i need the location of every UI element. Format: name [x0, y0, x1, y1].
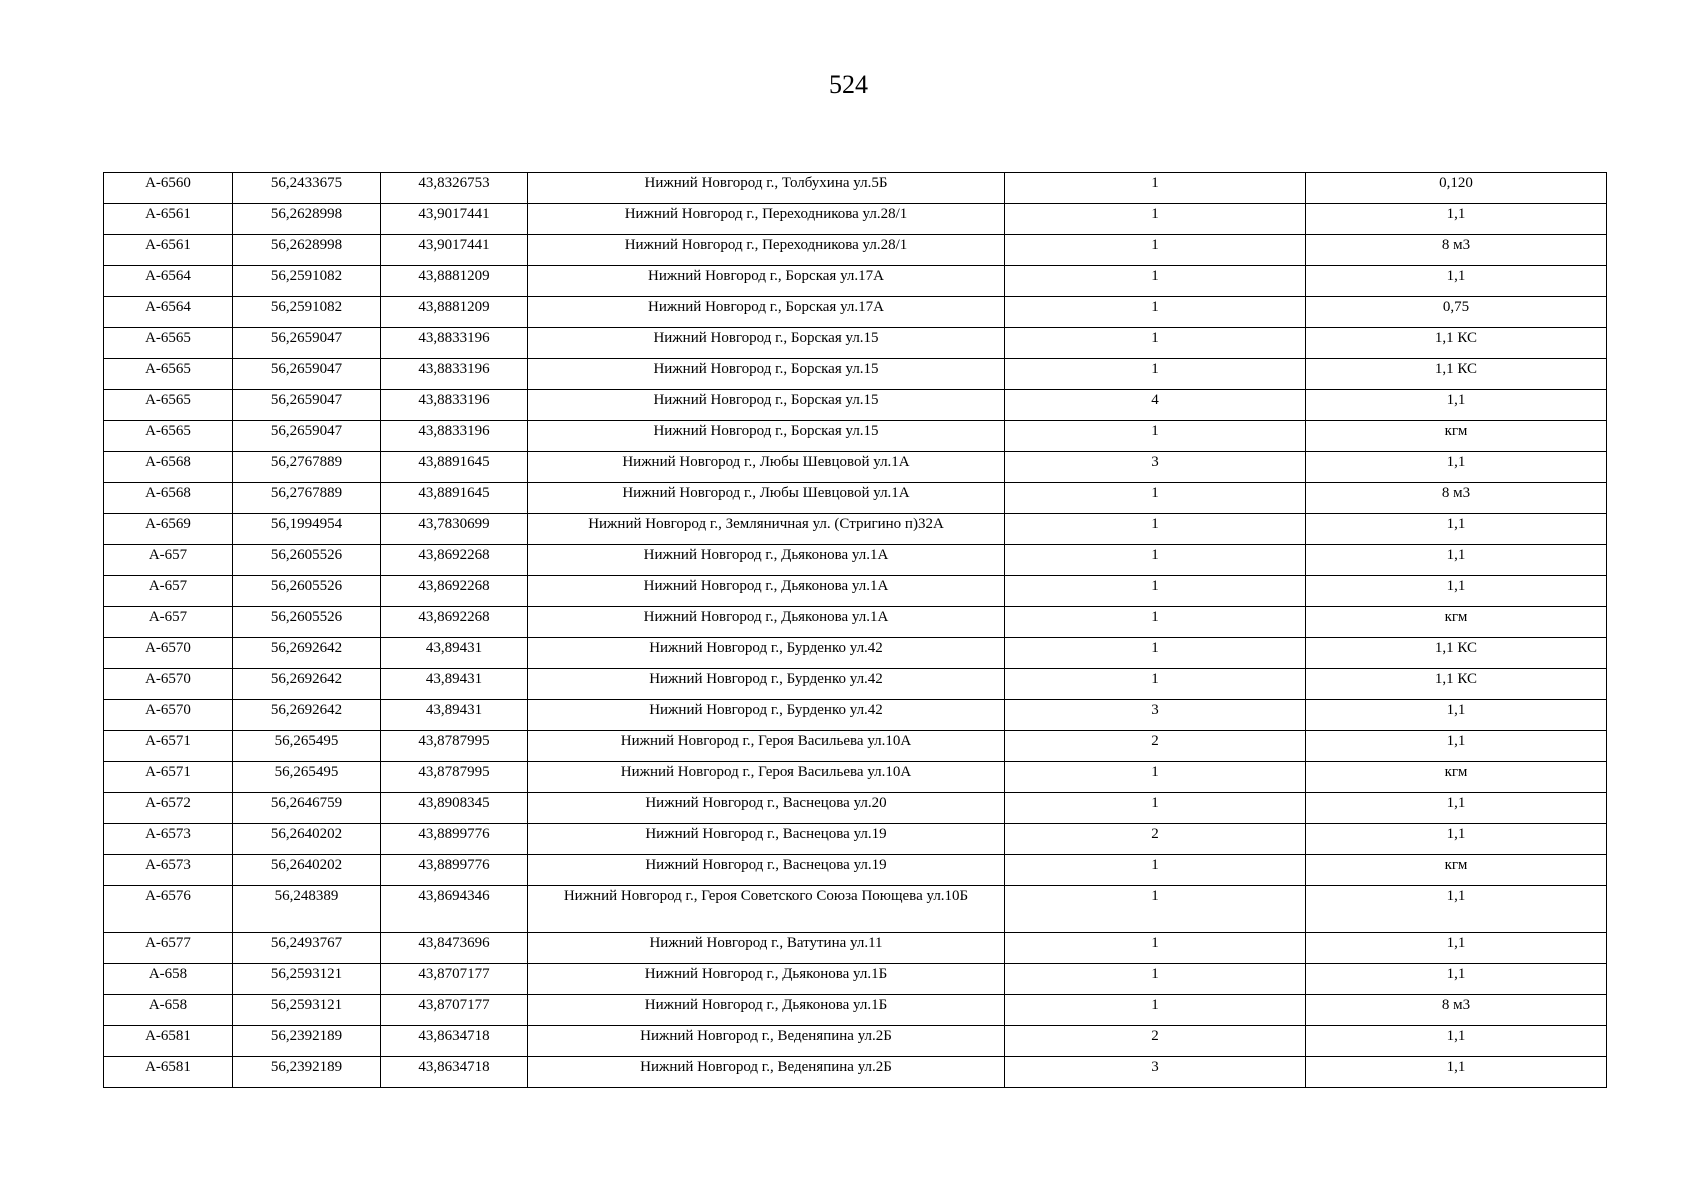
longitude-cell: 43,89431 — [381, 669, 528, 700]
table-row — [104, 669, 1607, 700]
latitude-cell: 56,2593121 — [233, 964, 381, 995]
address-cell: Нижний Новгород г., Борская ул.17А — [528, 297, 1005, 328]
address-cell: Нижний Новгород г., Дьяконова ул.1А — [528, 576, 1005, 607]
row-code-cell: А-657 — [104, 576, 233, 607]
volume-cell: 8 м3 — [1306, 235, 1607, 266]
address-cell: Нижний Новгород г., Толбухина ул.5Б — [528, 173, 1005, 204]
count-cell: 2 — [1005, 731, 1306, 762]
address-cell: Нижний Новгород г., Васнецова ул.19 — [528, 824, 1005, 855]
volume-cell: 1,1 — [1306, 1026, 1607, 1057]
volume-cell: 1,1 — [1306, 964, 1607, 995]
row-code-cell: А-6571 — [104, 762, 233, 793]
volume-cell: 1,1 КС — [1306, 359, 1607, 390]
latitude-cell: 56,2767889 — [233, 483, 381, 514]
row-code-cell: А-6573 — [104, 824, 233, 855]
table-row — [104, 421, 1607, 452]
longitude-cell: 43,7830699 — [381, 514, 528, 545]
row-code-cell: А-6577 — [104, 933, 233, 964]
longitude-cell: 43,8787995 — [381, 762, 528, 793]
longitude-cell: 43,8833196 — [381, 359, 528, 390]
volume-cell: кгм — [1306, 762, 1607, 793]
count-cell: 1 — [1005, 638, 1306, 669]
row-code-cell: А-6564 — [104, 266, 233, 297]
address-cell: Нижний Новгород г., Героя Васильева ул.10А — [528, 762, 1005, 793]
latitude-cell: 56,2659047 — [233, 359, 381, 390]
count-cell: 1 — [1005, 235, 1306, 266]
volume-cell: 8 м3 — [1306, 995, 1607, 1026]
address-cell: Нижний Новгород г., Борская ул.17А — [528, 266, 1005, 297]
latitude-cell: 56,2591082 — [233, 266, 381, 297]
address-cell: Нижний Новгород г., Любы Шевцовой ул.1А — [528, 452, 1005, 483]
table-row — [104, 1026, 1607, 1057]
longitude-cell: 43,89431 — [381, 638, 528, 669]
latitude-cell: 56,2493767 — [233, 933, 381, 964]
latitude-cell: 56,2659047 — [233, 390, 381, 421]
longitude-cell: 43,8707177 — [381, 995, 528, 1026]
table-row — [104, 297, 1607, 328]
count-cell: 1 — [1005, 328, 1306, 359]
latitude-cell: 56,2605526 — [233, 545, 381, 576]
count-cell: 1 — [1005, 514, 1306, 545]
longitude-cell: 43,8891645 — [381, 483, 528, 514]
longitude-cell: 43,8899776 — [381, 855, 528, 886]
volume-cell: 1,1 — [1306, 266, 1607, 297]
count-cell: 1 — [1005, 204, 1306, 235]
address-cell: Нижний Новгород г., Переходникова ул.28/1 — [528, 204, 1005, 235]
count-cell: 1 — [1005, 359, 1306, 390]
table-row — [104, 483, 1607, 514]
latitude-cell: 56,1994954 — [233, 514, 381, 545]
latitude-cell: 56,2692642 — [233, 700, 381, 731]
data-table — [103, 172, 1607, 1088]
count-cell: 1 — [1005, 933, 1306, 964]
table-row — [104, 731, 1607, 762]
table-body — [104, 173, 1607, 1088]
table-row — [104, 824, 1607, 855]
row-code-cell: А-6570 — [104, 638, 233, 669]
row-code-cell: А-6565 — [104, 359, 233, 390]
longitude-cell: 43,8908345 — [381, 793, 528, 824]
table-row — [104, 514, 1607, 545]
count-cell: 1 — [1005, 483, 1306, 514]
volume-cell: 1,1 КС — [1306, 669, 1607, 700]
volume-cell: 1,1 — [1306, 886, 1607, 933]
table-row — [104, 995, 1607, 1026]
volume-cell: 1,1 — [1306, 933, 1607, 964]
table-row — [104, 793, 1607, 824]
row-code-cell: А-657 — [104, 607, 233, 638]
latitude-cell: 56,2605526 — [233, 607, 381, 638]
count-cell: 3 — [1005, 1057, 1306, 1088]
count-cell: 3 — [1005, 452, 1306, 483]
address-cell: Нижний Новгород г., Любы Шевцовой ул.1А — [528, 483, 1005, 514]
latitude-cell: 56,2659047 — [233, 421, 381, 452]
volume-cell: 8 м3 — [1306, 483, 1607, 514]
latitude-cell: 56,2767889 — [233, 452, 381, 483]
count-cell: 1 — [1005, 576, 1306, 607]
count-cell: 1 — [1005, 995, 1306, 1026]
row-code-cell: А-6570 — [104, 669, 233, 700]
address-cell: Нижний Новгород г., Веденяпина ул.2Б — [528, 1057, 1005, 1088]
address-cell: Нижний Новгород г., Бурденко ул.42 — [528, 638, 1005, 669]
row-code-cell: А-6570 — [104, 700, 233, 731]
table-row — [104, 1057, 1607, 1088]
longitude-cell: 43,9017441 — [381, 235, 528, 266]
longitude-cell: 43,8707177 — [381, 964, 528, 995]
count-cell: 1 — [1005, 669, 1306, 700]
address-cell: Нижний Новгород г., Героя Советского Союза Поющева ул.10Б — [528, 886, 1005, 933]
latitude-cell: 56,2640202 — [233, 855, 381, 886]
count-cell: 1 — [1005, 545, 1306, 576]
volume-cell: 1,1 — [1306, 700, 1607, 731]
table-row — [104, 390, 1607, 421]
count-cell: 3 — [1005, 700, 1306, 731]
longitude-cell: 43,8473696 — [381, 933, 528, 964]
table-row — [104, 886, 1607, 933]
count-cell: 1 — [1005, 855, 1306, 886]
row-code-cell: А-6565 — [104, 421, 233, 452]
count-cell: 4 — [1005, 390, 1306, 421]
longitude-cell: 43,9017441 — [381, 204, 528, 235]
count-cell: 1 — [1005, 793, 1306, 824]
address-cell: Нижний Новгород г., Борская ул.15 — [528, 359, 1005, 390]
table-row — [104, 545, 1607, 576]
address-cell: Нижний Новгород г., Дьяконова ул.1Б — [528, 964, 1005, 995]
address-cell: Нижний Новгород г., Борская ул.15 — [528, 390, 1005, 421]
longitude-cell: 43,8881209 — [381, 266, 528, 297]
longitude-cell: 43,8326753 — [381, 173, 528, 204]
table-row — [104, 359, 1607, 390]
count-cell: 1 — [1005, 762, 1306, 793]
volume-cell: 1,1 — [1306, 204, 1607, 235]
row-code-cell: А-6565 — [104, 328, 233, 359]
row-code-cell: А-657 — [104, 545, 233, 576]
address-cell: Нижний Новгород г., Васнецова ул.19 — [528, 855, 1005, 886]
address-cell: Нижний Новгород г., Героя Васильева ул.10А — [528, 731, 1005, 762]
address-cell: Нижний Новгород г., Дьяконова ул.1А — [528, 607, 1005, 638]
count-cell: 1 — [1005, 173, 1306, 204]
volume-cell: 0,120 — [1306, 173, 1607, 204]
table-row — [104, 933, 1607, 964]
longitude-cell: 43,8833196 — [381, 390, 528, 421]
count-cell: 1 — [1005, 607, 1306, 638]
latitude-cell: 56,2628998 — [233, 204, 381, 235]
longitude-cell: 43,8787995 — [381, 731, 528, 762]
latitude-cell: 56,2646759 — [233, 793, 381, 824]
latitude-cell: 56,2392189 — [233, 1026, 381, 1057]
latitude-cell: 56,2593121 — [233, 995, 381, 1026]
volume-cell: 1,1 КС — [1306, 328, 1607, 359]
longitude-cell: 43,8692268 — [381, 545, 528, 576]
row-code-cell: А-6561 — [104, 204, 233, 235]
table-row — [104, 964, 1607, 995]
volume-cell: 1,1 — [1306, 1057, 1607, 1088]
count-cell: 1 — [1005, 297, 1306, 328]
volume-cell: 1,1 КС — [1306, 638, 1607, 669]
table-row — [104, 173, 1607, 204]
table-row — [104, 204, 1607, 235]
volume-cell: 0,75 — [1306, 297, 1607, 328]
table-row — [104, 607, 1607, 638]
longitude-cell: 43,8692268 — [381, 607, 528, 638]
address-cell: Нижний Новгород г., Бурденко ул.42 — [528, 669, 1005, 700]
latitude-cell: 56,2659047 — [233, 328, 381, 359]
latitude-cell: 56,2591082 — [233, 297, 381, 328]
address-cell: Нижний Новгород г., Переходникова ул.28/1 — [528, 235, 1005, 266]
latitude-cell: 56,2692642 — [233, 669, 381, 700]
row-code-cell: А-6572 — [104, 793, 233, 824]
table-row — [104, 266, 1607, 297]
row-code-cell: А-6581 — [104, 1057, 233, 1088]
latitude-cell: 56,2392189 — [233, 1057, 381, 1088]
longitude-cell: 43,8833196 — [381, 328, 528, 359]
row-code-cell: А-6561 — [104, 235, 233, 266]
row-code-cell: А-6565 — [104, 390, 233, 421]
table-row — [104, 638, 1607, 669]
row-code-cell: А-658 — [104, 964, 233, 995]
row-code-cell: А-6564 — [104, 297, 233, 328]
table-row — [104, 452, 1607, 483]
volume-cell: 1,1 — [1306, 731, 1607, 762]
address-cell: Нижний Новгород г., Ватутина ул.11 — [528, 933, 1005, 964]
latitude-cell: 56,2433675 — [233, 173, 381, 204]
address-cell: Нижний Новгород г., Веденяпина ул.2Б — [528, 1026, 1005, 1057]
count-cell: 1 — [1005, 964, 1306, 995]
address-cell: Нижний Новгород г., Земляничная ул. (Стригино п)32А — [528, 514, 1005, 545]
volume-cell: 1,1 — [1306, 545, 1607, 576]
count-cell: 2 — [1005, 824, 1306, 855]
longitude-cell: 43,8899776 — [381, 824, 528, 855]
latitude-cell: 56,265495 — [233, 731, 381, 762]
latitude-cell: 56,248389 — [233, 886, 381, 933]
volume-cell: 1,1 — [1306, 514, 1607, 545]
address-cell: Нижний Новгород г., Дьяконова ул.1А — [528, 545, 1005, 576]
row-code-cell: А-6560 — [104, 173, 233, 204]
table-row — [104, 328, 1607, 359]
volume-cell: 1,1 — [1306, 824, 1607, 855]
volume-cell: 1,1 — [1306, 793, 1607, 824]
count-cell: 1 — [1005, 421, 1306, 452]
volume-cell: кгм — [1306, 855, 1607, 886]
address-cell: Нижний Новгород г., Васнецова ул.20 — [528, 793, 1005, 824]
longitude-cell: 43,8634718 — [381, 1026, 528, 1057]
longitude-cell: 43,8692268 — [381, 576, 528, 607]
volume-cell: 1,1 — [1306, 452, 1607, 483]
row-code-cell: А-6571 — [104, 731, 233, 762]
address-cell: Нижний Новгород г., Дьяконова ул.1Б — [528, 995, 1005, 1026]
latitude-cell: 56,2692642 — [233, 638, 381, 669]
longitude-cell: 43,8881209 — [381, 297, 528, 328]
volume-cell: кгм — [1306, 607, 1607, 638]
volume-cell: 1,1 — [1306, 390, 1607, 421]
page-number: 524 — [829, 70, 868, 99]
row-code-cell: А-658 — [104, 995, 233, 1026]
row-code-cell: А-6576 — [104, 886, 233, 933]
row-code-cell: А-6569 — [104, 514, 233, 545]
count-cell: 2 — [1005, 1026, 1306, 1057]
address-cell: Нижний Новгород г., Борская ул.15 — [528, 421, 1005, 452]
longitude-cell: 43,8891645 — [381, 452, 528, 483]
table-row — [104, 576, 1607, 607]
longitude-cell: 43,8694346 — [381, 886, 528, 933]
volume-cell: кгм — [1306, 421, 1607, 452]
latitude-cell: 56,265495 — [233, 762, 381, 793]
longitude-cell: 43,89431 — [381, 700, 528, 731]
row-code-cell: А-6573 — [104, 855, 233, 886]
table-row — [104, 700, 1607, 731]
longitude-cell: 43,8833196 — [381, 421, 528, 452]
longitude-cell: 43,8634718 — [381, 1057, 528, 1088]
table-row — [104, 762, 1607, 793]
count-cell: 1 — [1005, 266, 1306, 297]
latitude-cell: 56,2640202 — [233, 824, 381, 855]
table-row — [104, 855, 1607, 886]
row-code-cell: А-6581 — [104, 1026, 233, 1057]
row-code-cell: А-6568 — [104, 452, 233, 483]
latitude-cell: 56,2628998 — [233, 235, 381, 266]
row-code-cell: А-6568 — [104, 483, 233, 514]
count-cell: 1 — [1005, 886, 1306, 933]
address-cell: Нижний Новгород г., Бурденко ул.42 — [528, 700, 1005, 731]
table-row — [104, 235, 1607, 266]
latitude-cell: 56,2605526 — [233, 576, 381, 607]
volume-cell: 1,1 — [1306, 576, 1607, 607]
address-cell: Нижний Новгород г., Борская ул.15 — [528, 328, 1005, 359]
